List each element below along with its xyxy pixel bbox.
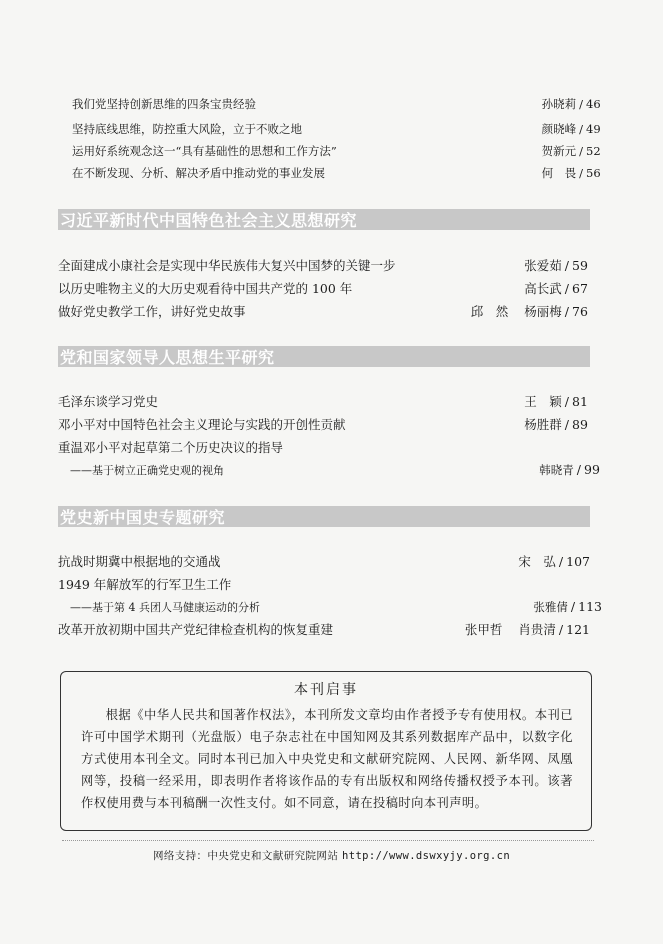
toc-entry[interactable]	[58, 256, 590, 274]
page-number: 67	[572, 281, 588, 296]
author-name: 孙晓莉	[541, 97, 577, 111]
page-number: 56	[586, 166, 601, 180]
page-number: 59	[572, 258, 588, 273]
page-separator: /	[579, 166, 583, 180]
footer-url-link[interactable]: http://www.dswxyjy.org.cn	[342, 850, 511, 862]
article-subtitle: ——基于树立正确党史观的视角	[70, 464, 224, 477]
toc-entry-subtitle[interactable]	[58, 599, 602, 615]
article-title: 在不断发现、分析、解决矛盾中推动党的事业发展	[72, 166, 325, 180]
author-name: 颜晓峰	[541, 122, 577, 136]
page-separator: /	[579, 122, 583, 136]
author-name: 杨胜群	[524, 417, 562, 432]
dotted-divider	[62, 840, 594, 841]
section-header	[58, 346, 590, 367]
section-title: 党史新中国史专题研究	[60, 508, 226, 527]
toc-entry[interactable]	[58, 438, 590, 456]
page-number: 49	[586, 122, 601, 136]
author-name: 张甲哲	[464, 622, 503, 637]
author-name: 杨丽梅	[524, 304, 562, 319]
section-header	[58, 506, 590, 527]
page-separator: /	[570, 599, 576, 614]
toc-entry-subtitle[interactable]	[58, 462, 602, 478]
toc-entry[interactable]	[58, 392, 590, 410]
article-subtitle: ——基于第 4 兵团人马健康运动的分析	[70, 601, 260, 614]
toc-entry[interactable]	[58, 96, 604, 112]
page-number: 81	[572, 394, 588, 409]
footer	[0, 848, 663, 863]
article-title: 以历史唯物主义的大历史观看待中国共产党的 100 年	[58, 281, 353, 296]
article-title: 做好党史教学工作，讲好党史故事	[58, 304, 246, 319]
toc-entry[interactable]	[58, 121, 604, 137]
toc-entry[interactable]	[58, 620, 590, 638]
page-separator: /	[564, 281, 569, 296]
footer-label: 网络支持：中央党史和文献研究院网站	[152, 850, 339, 862]
article-title: 毛泽东谈学习党史	[58, 394, 159, 409]
toc-entry[interactable]	[58, 143, 604, 159]
page-separator: /	[576, 462, 581, 477]
page-separator: /	[558, 554, 564, 569]
article-title: 改革开放初期中国共产党纪律检查机构的恢复重建	[58, 622, 334, 637]
article-title: 抗战时期冀中根据地的交通战	[58, 554, 221, 569]
toc-entry[interactable]	[58, 575, 590, 593]
page-number: 76	[572, 304, 588, 319]
toc-entry[interactable]	[58, 165, 604, 181]
article-title: 运用好系统观念这一“具有基础性的思想和工作方法”	[72, 144, 337, 158]
article-title: 全面建成小康社会是实现中华民族伟大复兴中国梦的关键一步	[58, 258, 396, 273]
page-separator: /	[579, 97, 583, 111]
author-name: 肖贵清	[518, 622, 556, 637]
page-separator: /	[564, 394, 569, 409]
author-name: 宋 弘	[518, 554, 556, 569]
author-name: 何 畏	[541, 166, 577, 180]
page-number: 107	[566, 554, 590, 569]
journal-notice-box	[60, 671, 592, 831]
page-separator: /	[579, 144, 583, 158]
toc-entry[interactable]	[58, 279, 590, 297]
article-title: 1949 年解放军的行军卫生工作	[58, 577, 232, 592]
article-title: 坚持底线思维，防控重大风险，立于不败之地	[72, 122, 302, 136]
section-header	[58, 209, 590, 230]
author-name: 邱 然	[470, 304, 509, 319]
page-number: 121	[566, 622, 590, 637]
page-number: 46	[586, 97, 601, 111]
toc-entry[interactable]	[58, 552, 590, 570]
page-separator: /	[564, 258, 569, 273]
page-separator: /	[558, 622, 564, 637]
toc-entry[interactable]	[58, 415, 590, 433]
section-title: 习近平新时代中国特色社会主义思想研究	[60, 211, 358, 230]
author-name: 张雅倩	[533, 600, 568, 614]
author-name: 贺新元	[541, 144, 577, 158]
section-title: 党和国家领导人思想生平研究	[60, 348, 275, 367]
article-title: 邓小平对中国特色社会主义理论与实践的开创性贡献	[58, 417, 346, 432]
article-title: 我们党坚持创新思维的四条宝贵经验	[72, 97, 256, 111]
author-name: 高长武	[524, 281, 562, 296]
page-number: 89	[572, 417, 588, 432]
page-separator: /	[564, 304, 569, 319]
page-separator: /	[564, 417, 569, 432]
notice-title: 本刊启事	[294, 682, 358, 698]
page-number: 99	[584, 462, 600, 477]
notice-body: 根据《中华人民共和国著作权法》，本刊所发文章均由作者授予专有使用权。本刊已许可中国学术期刊（光盘版）电子杂志社在中国知网及其系列数据库产品中，以数字化方式使用本刊全文。同时本刊已加入中央党史和文献研究院网、人民网、新华网、凤凰网等，投稿一经采用，即表明作者将该作品的专有出版权和网络传播权授予本刊。该著作权使用费与本刊稿酬一次性支付。如不同意，请在投稿时向本刊声明。	[81, 708, 573, 810]
author-name: 张爱茹	[524, 258, 562, 273]
page-number: 52	[586, 144, 601, 158]
article-title: 重温邓小平对起草第二个历史决议的指导	[58, 440, 284, 455]
toc-entry[interactable]	[58, 302, 590, 320]
author-name: 韩晓青	[539, 463, 574, 477]
author-name: 王 颖	[524, 394, 562, 409]
page-number: 113	[578, 599, 602, 614]
